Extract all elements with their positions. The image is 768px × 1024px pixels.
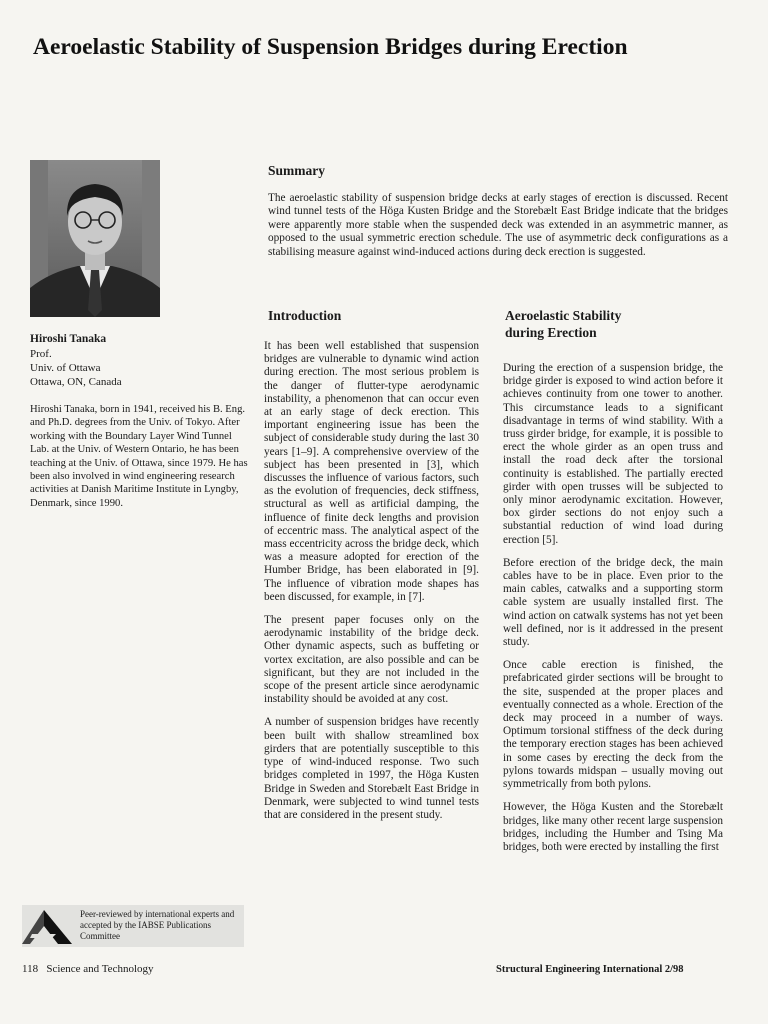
stability-heading: [505, 307, 621, 341]
introduction-heading: Introduction: [268, 308, 342, 323]
author-portrait-image: [30, 160, 160, 317]
stability-heading-line2: during Erection: [505, 325, 597, 340]
stability-column: [503, 362, 723, 864]
introduction-paragraph: The present paper focuses only on the aerodynamic instability of the bridge deck. Other dynamic aspects, such as buffeting or vortex excitation, are also possible and can be significant, but they are not included in the scope of the present article since aerodynamic instability should be avoided at any cost.: [264, 614, 479, 706]
stability-paragraph: However, the Höga Kusten and the Storebælt bridges, like many other recent large suspension bridges, including the Humber and Tsing Ma bridges, both were erected by installing the first: [503, 801, 723, 853]
author-photo: [30, 160, 160, 317]
author-name: Hiroshi Tanaka: [30, 333, 107, 345]
footer-section: Science and Technology: [46, 963, 154, 975]
article-title: Aeroelastic Stability of Suspension Bridges during Erection: [33, 34, 628, 60]
introduction-column: [264, 340, 479, 832]
author-institution: Univ. of Ottawa: [30, 362, 101, 374]
introduction-paragraph: It has been well established that suspension bridges are vulnerable to dynamic wind action during erection. The most serious problem is the danger of flutter-type aerodynamic instability, a phenomenon that can occur even at an early stage of deck erection. This important engineering issue has been the subject of considerable study during the last 30 years [1–9]. A comprehensive overview of the subject has been presented in [3], which discusses the influence of various factors, such as the evolution of frequencies, deck stiffness, structural as well as artificial damping, the influence of finite deck lengths and provision of eccentric mass. The analytical aspect of the mass eccentricity across the bridge deck, which was a measure adopted for erection of the Humber Bridge, has been elaborated in [9]. The influence of vibration mode shapes has been discussed, for example, in [7].: [264, 340, 479, 603]
author-affiliation: [30, 347, 250, 389]
author-block: [30, 332, 250, 389]
page-number: 118: [22, 963, 39, 975]
summary-heading: Summary: [268, 163, 325, 178]
footer-left: [22, 963, 154, 975]
peer-review-box: [22, 905, 244, 947]
iabse-logo-icon: [22, 910, 72, 944]
introduction-paragraph: A number of suspension bridges have recently been built with shallow streamlined box girders that are potentially susceptible to this type of wind-induced response. Two such bridges completed in 1997, the Höga Kusten Bridge in Sweden and Storebælt East Bridge in Denmark, were subjected to wind tunnel tests that are considered in the present study.: [264, 716, 479, 821]
stability-paragraph: Before erection of the bridge deck, the main cables have to be in place. Even prior to the main cables, catwalks and a supporting storm cable system are usually installed first. The wind action on catwalk systems has not yet been well defined, nor is it addressed in the present study.: [503, 556, 723, 649]
stability-heading-line1: Aeroelastic Stability: [505, 308, 622, 323]
stability-paragraph: Once cable erection is finished, the prefabricated girder sections will be brought to the site, suspended at the proper places and eventually connected as a whole. Erection of the deck may proceed in a number of ways. Optimum torsional stiffness of the deck during the temporary erection stages has been achieved in some cases by erecting the deck from the pylons towards midspan – usually moving out symmetrically from both pylons.: [503, 659, 723, 791]
peer-review-text: Peer-reviewed by international experts and accepted by the IABSE Publications Committee: [80, 909, 235, 941]
footer-journal: Structural Engineering International 2/98: [496, 964, 684, 975]
author-location: Ottawa, ON, Canada: [30, 376, 122, 388]
stability-paragraph: During the erection of a suspension bridge, the bridge girder is exposed to wind action before it achieves continuity from one tower to another. This circumstance leads to a significant disadvantage in terms of wind stability. With a truss girder bridge, for example, it is possible to erect the whole girder as an open truss and install the road deck after the torsional continuity is established. The partially erected girder with open trusses will be subjected to only minor aerodynamic excitation. However, box girder sections do not enjoy such a substantial reduction of wind load during erection [5].: [503, 362, 723, 546]
summary-text: The aeroelastic stability of suspension bridge decks at early stages of erection is discussed. Recent wind tunnel tests of the Höga Kusten Bridge and the Storebælt East Bridge indicate that the bridges were apparently more stable when the suspended deck was extended in an asymmetric manner, as opposed to the usual symmetric erection schedule. The use of asymmetric deck configurations as a stabilising measure against wind-induced actions during deck erection is suggested.: [268, 192, 728, 258]
author-bio: Hiroshi Tanaka, born in 1941, received his B. Eng. and Ph.D. degrees from the Univ. of Tokyo. After working with the Boundary Layer Wind Tunnel Lab. at the Univ. of Western Ontario, he has been teaching at the Univ. of Ottawa, since 1979. He has been also involved in wind engineering research activities at Danish Maritime Institute in Lyngby, Denmark, since 1990.: [30, 404, 248, 509]
author-position: Prof.: [30, 348, 52, 360]
